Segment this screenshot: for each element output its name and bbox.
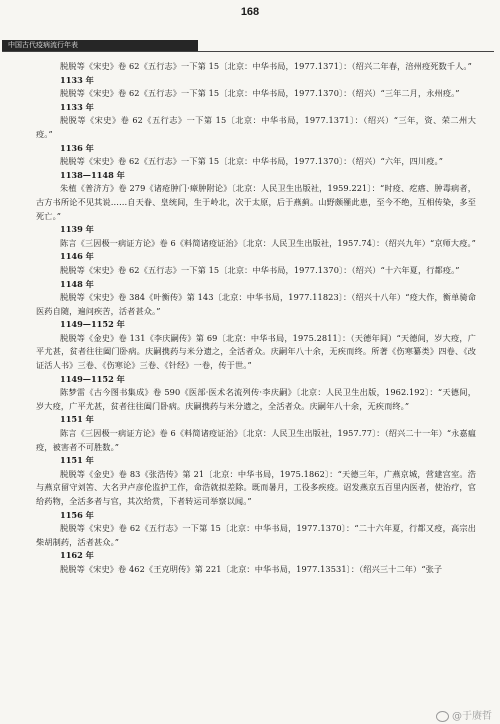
year-heading: 1136 年 [60, 142, 94, 153]
citation-paragraph: 脱脱等《金史》卷 83《张浩传》第 21〔北京：中华书局，1975.1862〕：“天德三年，广燕京城，营建宫室。浩与燕京留守刘筈、大名尹卢彦伦监护工作，命浩就拟差除。既而暑月，工役多疾疫。诏发燕京五百里内医者，使治疗，官给药物，全活多者与官，其次给赏，下者转运司举察以闻。” [36, 468, 476, 506]
watermark [436, 707, 492, 722]
running-title: 中国古代疫病流行年表 [2, 40, 198, 51]
header-rule [2, 51, 494, 52]
page-body [36, 60, 476, 577]
year-heading: 1139 年 [60, 224, 94, 235]
citation-paragraph: 脱脱等《宋史》卷 62《五行志》一下第 15〔北京：中华书局，1977.1370〕：（绍兴）“三年二月，永州疫。” [60, 88, 460, 99]
page-number: 168 [240, 6, 260, 18]
year-heading: 1149—1152 年 [60, 373, 125, 384]
year-heading: 1133 年 [60, 101, 94, 112]
watermark-text: @于赓哲 [452, 711, 492, 722]
year-heading: 1146 年 [60, 251, 94, 262]
year-heading: 1151 年 [60, 455, 94, 466]
year-heading: 1148 年 [60, 278, 94, 289]
year-heading: 1149—1152 年 [60, 319, 125, 330]
citation-paragraph: 脱脱等《宋史》卷 462《王克明传》第 221〔北京：中华书局，1977.13531〕：（绍兴三十二年）“张子 [60, 563, 443, 574]
year-heading: 1151 年 [60, 414, 94, 425]
citation-paragraph: 陈言《三因极一病证方论》卷 6《料简诸疫证治》〔北京：人民卫生出版社，1957.74〕：（绍兴九年）“京师大疫。” [60, 237, 476, 248]
citation-paragraph: 陈梦雷《古今图书集成》卷 590《医部·医术名流列传·李庆嗣》〔北京：人民卫生出版，1962.192〕：“天德间，岁大疫，广平尤甚，贫者往往阖门卧病。庆嗣携药与米分遗之，全活者众。庆嗣年八十余，无疾而终。” [36, 387, 476, 411]
citation-paragraph: 脱脱等《宋史》卷 62《五行志》一下第 15〔北京：中华书局，1977.1371〕：（绍兴二年春，涪州疫死数千人。” [60, 61, 472, 71]
citation-paragraph: 脱脱等《宋史》卷 62《五行志》一下第 15〔北京：中华书局，1977.1370〕：（绍兴）“十六年夏，行都疫。” [60, 264, 460, 275]
citation-paragraph: 朱植《普济方》卷 279《诸疮肿门·瘴肿附论》〔北京：人民卫生出版社，1959.221〕：“时疫、疙瘩、肿毒病者，古方书所论不见其说……自天眷、皇统间，生于岭北，次于太原，后于燕蓟。山野颇罹此患，至今不绝，互相传染，多至死亡。” [36, 183, 476, 221]
year-heading: 1138—1148 年 [60, 169, 125, 180]
citation-paragraph: 脱脱等《宋史》卷 384《叶衡传》第 143〔北京：中华书局，1977.11823〕：（绍兴十八年）“疫大作，衡单骑命医药自随，遍问疾苦，活者甚众。” [36, 292, 476, 316]
citation-paragraph: 脱脱等《金史》卷 131《李庆嗣传》第 69〔北京：中华书局，1975.2811〕：（天德年间）“天德间，岁大疫，广平尤甚，贫者往往阖门卧病。庆嗣携药与米分遗之，全活者众。庆嗣年八十余，无疾而终。所著《伤寒纂类》四卷、《改证活人书》三卷、《伤寒论》三卷、《针经》一卷，传于世。” [36, 332, 476, 371]
citation-paragraph: 脱脱等《宋史》卷 62《五行志》一下第 15〔北京：中华书局，1977.1370〕：（绍兴）“六年，四川疫。” [60, 156, 444, 167]
year-heading: 1156 年 [60, 509, 94, 520]
year-heading: 1162 年 [60, 550, 94, 561]
weibo-icon [436, 711, 449, 722]
citation-paragraph: 脱脱等《宋史》卷 62《五行志》一下第 15〔北京：中华书局，1977.1370〕：“二十六年夏，行都又疫，高宗出柴胡制药，活者甚众。” [36, 523, 476, 547]
citation-paragraph: 陈言《三因极一病证方论》卷 6《料简诸疫证治》〔北京：人民卫生出版社，1957.77〕：（绍兴二十一年）“永嘉瘟疫，被害者不可胜数。” [36, 428, 476, 452]
year-heading: 1133 年 [60, 74, 94, 85]
citation-paragraph: 脱脱等《宋史》卷 62《五行志》一下第 15〔北京：中华书局，1977.1371〕：（绍兴）“三年，资、荣二州大疫。” [36, 115, 476, 139]
